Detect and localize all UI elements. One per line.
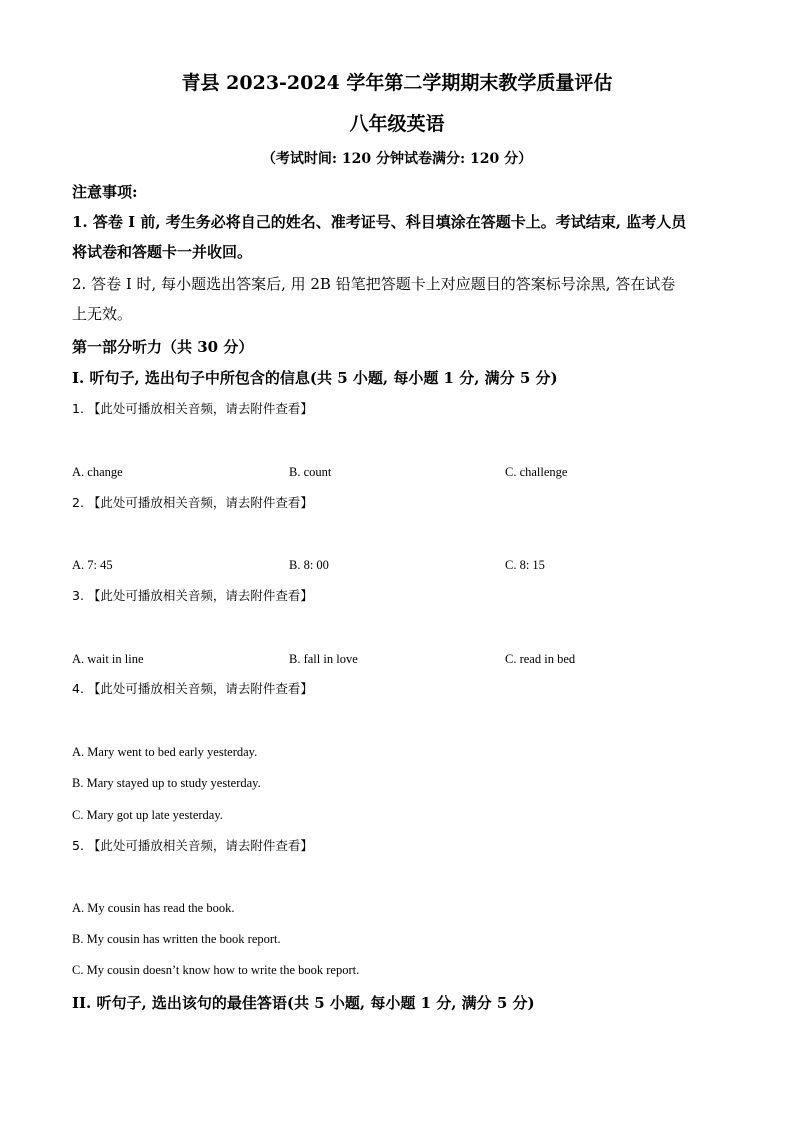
option-b: B. My cousin has written the book report. (72, 932, 281, 946)
notice-heading: 注意事项: (72, 183, 138, 201)
option-b: B. 8: 00 (289, 558, 329, 572)
question-stem: 5. 【此处可播放相关音频，请去附件查看】 (72, 838, 313, 853)
option-a: A. Mary went to bed early yesterday. (72, 745, 258, 759)
part1-heading: 第一部分听力（共 30 分） (72, 338, 254, 356)
option-c: C. My cousin doesn’t know how to write the book report. (72, 963, 360, 977)
notice-item2-line1: 2. 答卷 I 时, 每小题选出答案后, 用 2B 铅笔把答题卡上对应题目的答案标号涂黑, 答在试卷 (72, 275, 676, 293)
section2-heading: II. 听句子, 选出该句的最佳答语(共 5 小题, 每小题 1 分, 满分 5 分) (72, 994, 535, 1012)
exam-title: 青县 2023-2024 学年第二学期期末教学质量评估 (181, 72, 613, 94)
option-c: C. read in bed (505, 652, 576, 666)
option-a: A. My cousin has read the book. (72, 901, 235, 915)
notice-item2-line2: 上无效。 (72, 305, 133, 323)
notice-item1-line2: 将试卷和答题卡一并收回。 (72, 243, 253, 261)
option-b: B. Mary stayed up to study yesterday. (72, 776, 261, 790)
question-stem: 2. 【此处可播放相关音频，请去附件查看】 (72, 495, 313, 510)
option-c: C. 8: 15 (505, 558, 545, 572)
question-stem: 1. 【此处可播放相关音频，请去附件查看】 (72, 401, 313, 416)
exam-subtitle: 八年级英语 (349, 113, 445, 135)
section1-heading: I. 听句子, 选出句子中所包含的信息(共 5 小题, 每小题 1 分, 满分 5 分) (72, 369, 558, 387)
exam-info: （考试时间: 120 分钟试卷满分: 120 分） (261, 151, 533, 167)
option-a: A. change (72, 465, 123, 479)
question-stem: 4. 【此处可播放相关音频，请去附件查看】 (72, 681, 313, 696)
option-b: B. fall in love (289, 652, 358, 666)
notice-item1-line1: 1. 答卷 I 前, 考生务必将自己的姓名、准考证号、科目填涂在答题卡上。考试结束, 监考人员 (72, 213, 687, 231)
option-c: C. challenge (505, 465, 568, 479)
question-stem: 3. 【此处可播放相关音频，请去附件查看】 (72, 588, 313, 603)
option-b: B. count (289, 465, 332, 479)
option-a: A. wait in line (72, 652, 144, 666)
option-a: A. 7: 45 (72, 558, 113, 572)
option-c: C. Mary got up late yesterday. (72, 808, 223, 822)
